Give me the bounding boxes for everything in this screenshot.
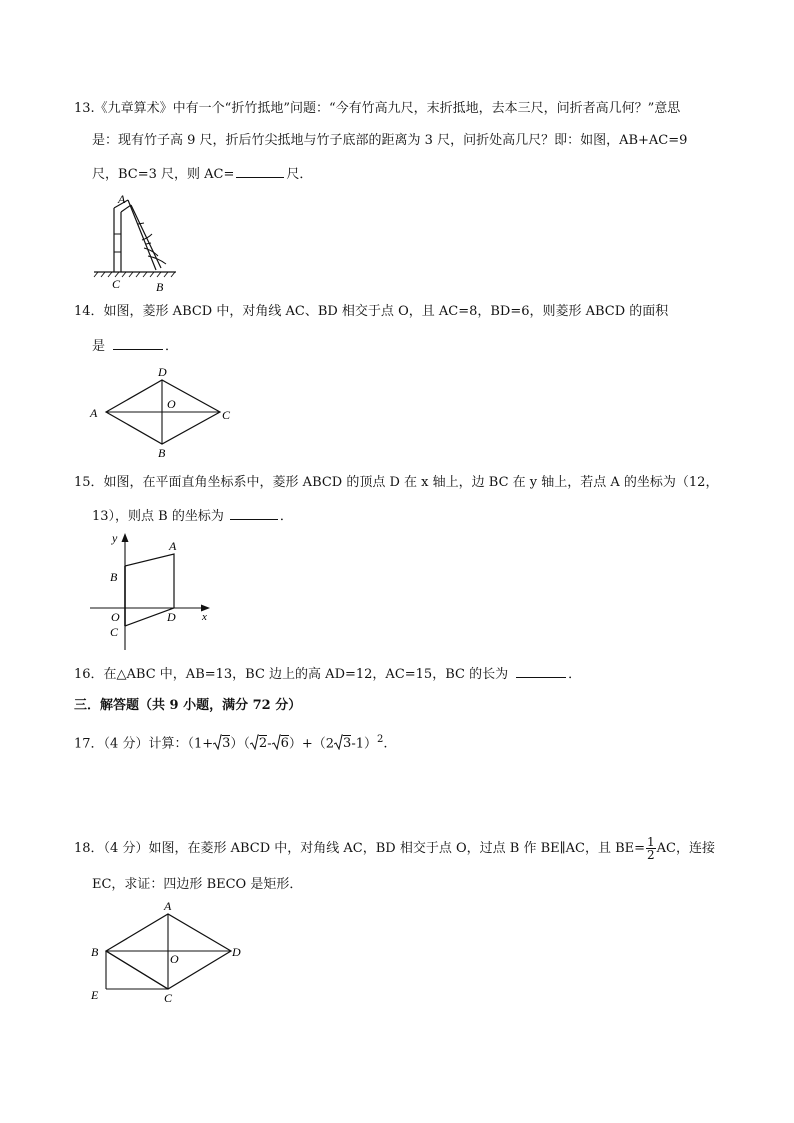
q13-label-B: B	[156, 280, 164, 294]
sqrt-sign-icon	[250, 734, 259, 750]
q18-fraction	[646, 836, 656, 861]
q16-answer-blank[interactable]	[516, 664, 566, 678]
q15-label-y: y	[112, 531, 118, 545]
q14-label-O: O	[167, 397, 176, 411]
q13-label-C: C	[112, 277, 121, 291]
q17-tail: -1）	[351, 736, 377, 752]
q13-label-A: A	[118, 192, 126, 206]
q18-line-1-text: 18．（4 分）如图，在菱形 ABCD 中，对角线 AC，BD 相交于点 O，过点 B 作 BE∥AC，且 BE=	[74, 841, 646, 856]
q17-minus: -	[267, 736, 272, 752]
q18-line-2: EC，求证：四边形 BECO 是矩形．	[92, 877, 303, 892]
q15-label-x: x	[202, 611, 207, 623]
q17-radicand-4: 3	[343, 736, 352, 752]
bamboo-figure	[88, 190, 198, 296]
q15-label-O: O	[111, 610, 120, 624]
q17-radicand-2: 2	[258, 736, 268, 752]
q13-line-3	[92, 164, 312, 184]
rhombus-figure-14	[86, 362, 236, 460]
q14-line-2	[92, 336, 178, 356]
q14-line-1: 14．如图，菱形 ABCD 中，对角线 AC、BD 相交于点 O，且 AC=8，BD=6，则菱形 ABCD 的面积	[74, 304, 669, 319]
sqrt-sign-icon	[334, 734, 343, 750]
q18-fraction-numerator: 1	[647, 835, 655, 849]
q15-line-2-end: ．	[279, 509, 293, 524]
rhombus-figure-18	[86, 896, 246, 1008]
q17-line-1	[74, 731, 388, 753]
q18-label-A: A	[164, 899, 172, 913]
q14-label-D: D	[158, 365, 167, 379]
coordinate-figure-15	[88, 530, 218, 654]
q14-line-2-end: ．	[165, 339, 179, 354]
sqrt-sign-icon	[213, 734, 222, 750]
q14-label-A: A	[90, 406, 98, 420]
q15-label-A: A	[169, 539, 177, 553]
q13-line-2: 是：现有竹子高 9 尺，折后竹尖抵地与竹子底部的距离为 3 尺，问折处高几尺？即：如图，AB+AC=9	[92, 133, 688, 148]
q15-label-C: C	[110, 625, 119, 639]
q14-label-B: B	[158, 446, 166, 460]
q13-answer-blank[interactable]	[236, 164, 284, 178]
q15-line-2-text: 13），则点 B 的坐标为	[92, 509, 224, 524]
q15-line-2	[92, 506, 293, 526]
q15-line-1: 15．如图，在平面直角坐标系中，菱形 ABCD 的顶点 D 在 x 轴上，边 BC 在 y 轴上，若点 A 的坐标为（12，	[74, 475, 719, 490]
q18-fraction-denominator: 2	[647, 848, 655, 862]
q15-label-B: B	[110, 570, 118, 584]
q18-label-C: C	[164, 991, 173, 1005]
q17-mid-2: ）+（2	[288, 736, 335, 752]
q18-label-B: B	[91, 945, 99, 959]
q15-answer-blank[interactable]	[230, 506, 278, 520]
q16-line-1	[74, 664, 581, 684]
q17-prefix: 17．（4 分）计算：（1+	[74, 736, 214, 752]
q17-radicand-3: 6	[280, 736, 289, 752]
q14-answer-blank[interactable]	[113, 336, 163, 350]
q13-line-1: 13.《九章算术》中有一个“折竹抵地”问题：“今有竹高九尺，末折抵地，去本三尺，问折者高几何？”意思	[74, 101, 681, 116]
q18-line-1-end: AC，连接	[656, 841, 716, 856]
q17-end: .	[383, 736, 388, 752]
q17-exponent: 2	[377, 734, 384, 745]
q16-line-1-text: 16．在△ABC 中，AB=13，BC 边上的高 AD=12，AC=15，BC 的长为	[74, 667, 509, 682]
sqrt-sign-icon	[272, 734, 281, 750]
q13-line-3-end: 尺．	[286, 167, 313, 182]
q14-line-2-text: 是	[92, 339, 106, 354]
q15-label-D: D	[167, 610, 176, 624]
q17-radicand-1: 3	[222, 736, 231, 752]
q13-line-3-text: 尺，BC=3 尺，则 AC=	[92, 167, 235, 182]
q18-label-D: D	[232, 945, 241, 959]
q18-line-1	[74, 836, 715, 861]
section-3-heading: 三．解答题（共 9 小题，满分 72 分）	[74, 698, 302, 713]
q14-label-C: C	[222, 408, 231, 422]
q18-label-E: E	[91, 988, 99, 1002]
q17-mid-1: ）（	[230, 736, 250, 752]
q16-line-1-end: ．	[568, 667, 582, 682]
q18-label-O: O	[170, 952, 179, 966]
